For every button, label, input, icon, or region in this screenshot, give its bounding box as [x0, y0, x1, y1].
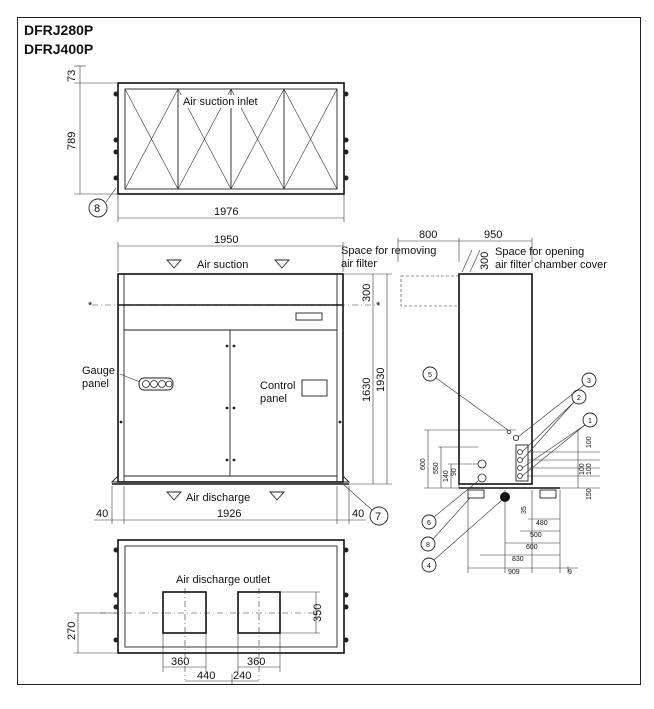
label-space-filter-1: Space for removing — [341, 245, 437, 257]
label-control-panel: panel — [260, 393, 287, 405]
outlet-left — [163, 592, 206, 633]
dim-side-600: 600 — [420, 458, 427, 470]
model-name-2: DFRJ400P — [24, 41, 94, 57]
svg-text:*: * — [376, 300, 381, 312]
dim-bottom-350: 350 — [312, 603, 324, 622]
callout-8-top-num: 8 — [94, 203, 101, 215]
dim-side-90: 90 — [451, 468, 458, 476]
dim-side-100-b: 100 — [579, 463, 586, 475]
label-air-suction-inlet: Air suction inlet — [183, 96, 258, 108]
dim-side-800: 800 — [419, 229, 438, 241]
dim-side-500: 500 — [530, 532, 542, 539]
label-control: Control — [260, 380, 296, 392]
dim-front-1950: 1950 — [214, 234, 239, 246]
control-panel — [302, 380, 327, 396]
label-air-discharge: Air discharge — [186, 492, 251, 504]
label-gauge-panel: panel — [82, 378, 109, 390]
dim-top-1976: 1976 — [214, 206, 239, 218]
dim-bottom-240: 240 — [233, 670, 252, 682]
model-name-1: DFRJ280P — [24, 22, 94, 38]
dim-side-35: 35 — [521, 506, 528, 514]
dim-side-550: 550 — [433, 462, 440, 474]
dim-side-9: 9 — [568, 569, 572, 576]
callout-7-num: 7 — [375, 511, 382, 523]
label-space-filter-2: air filter — [341, 258, 378, 270]
dim-front-1630: 1630 — [361, 377, 373, 402]
bottom-view-outline — [118, 540, 344, 653]
label-space-cover-2: air filter chamber cover — [495, 259, 607, 271]
label-air-suction: Air suction — [197, 259, 249, 271]
dim-bottom-440: 440 — [197, 670, 216, 682]
dim-side-909: 909 — [508, 569, 520, 576]
dim-side-480: 480 — [536, 520, 548, 527]
front-view — [82, 234, 436, 525]
dim-side-830: 830 — [512, 556, 524, 563]
gauge-panel — [139, 378, 173, 390]
dim-side-140: 140 — [443, 470, 450, 482]
callout-4: 4 — [427, 563, 431, 570]
dim-front-40-right: 40 — [352, 508, 365, 520]
callout-5: 5 — [428, 372, 432, 379]
dim-top-789: 789 — [66, 131, 78, 150]
top-view — [66, 66, 349, 222]
dim-front-1930: 1930 — [375, 367, 387, 392]
callout-8-side: 8 — [426, 542, 430, 549]
dim-side-600-b: 600 — [526, 544, 538, 551]
dim-bottom-270: 270 — [66, 621, 78, 640]
side-view — [398, 229, 607, 576]
svg-text:*: * — [88, 300, 93, 312]
dim-front-300: 300 — [361, 283, 373, 302]
outlet-right — [238, 592, 280, 633]
label-air-discharge-outlet: Air discharge outlet — [176, 574, 271, 586]
dim-side-150: 150 — [586, 488, 593, 500]
dim-side-300: 300 — [479, 251, 491, 270]
callout-6: 6 — [427, 520, 431, 527]
dim-front-40-left: 40 — [96, 508, 109, 520]
dim-front-1926: 1926 — [217, 508, 242, 520]
dim-side-100: 100 — [586, 436, 593, 448]
callout-1: 1 — [588, 418, 592, 425]
bottom-view — [66, 540, 349, 684]
dim-bottom-360-right: 360 — [247, 656, 266, 668]
callout-2: 2 — [577, 395, 581, 402]
dim-side-950: 950 — [484, 229, 503, 241]
label-space-cover-1: Space for opening — [495, 246, 585, 258]
dim-bottom-360-left: 360 — [171, 656, 190, 668]
label-gauge: Gauge — [82, 365, 116, 377]
callout-3: 3 — [587, 378, 591, 385]
side-view-outline — [459, 274, 532, 484]
dim-side-100-c: 100 — [586, 463, 593, 475]
dim-top-73: 73 — [66, 69, 78, 82]
